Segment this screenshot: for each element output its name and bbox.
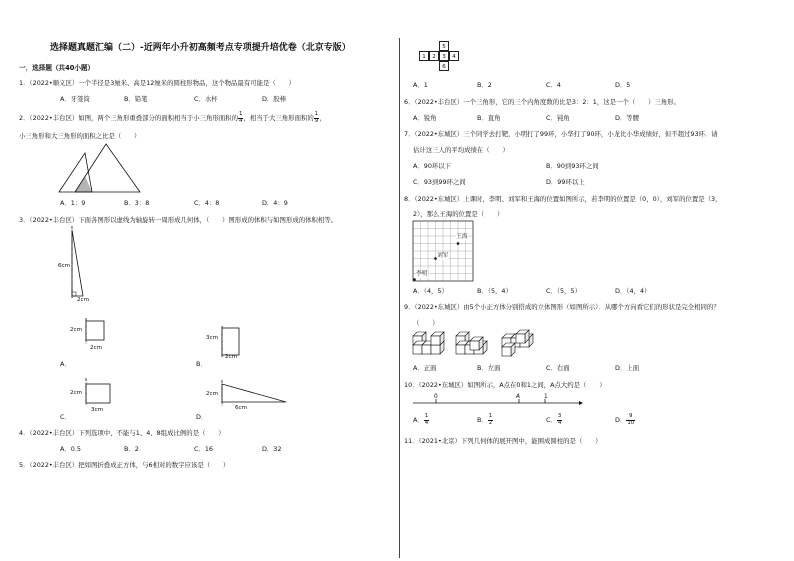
- q10-option-c[interactable]: [546, 414, 562, 426]
- q2-stem-pre: 2．（2022•丰台区）如图，两个三角形重叠部分的面积相当于小三角形面积的: [19, 114, 239, 123]
- q9-figure-1: [413, 332, 444, 354]
- q9-stem: 9．（2022•东城区）由5个小正方体分别搭成的立体图形（如图所示）．从哪个方向看它们的形状是完全相同的？: [404, 303, 720, 311]
- q6-option-a[interactable]: A．锐角: [413, 114, 437, 122]
- q3-c-width: 3cm: [91, 407, 104, 413]
- q1-option-d[interactable]: D．胶棒: [262, 95, 287, 103]
- q2-option-d[interactable]: D．4：9: [262, 199, 288, 207]
- q4-option-a[interactable]: A．0.5: [60, 445, 81, 453]
- q8-liming-point: [413, 278, 416, 281]
- q1-option-a[interactable]: A．牙签筒: [60, 95, 90, 103]
- q10-d-fraction: [626, 414, 635, 426]
- q10-b-fraction: [488, 414, 493, 426]
- q2-option-a[interactable]: A．1：9: [60, 199, 86, 207]
- q3-option-d-label[interactable]: D．: [196, 413, 208, 421]
- q10-d-den: 10: [627, 419, 635, 426]
- q3-b-width: 2cm: [225, 354, 238, 360]
- q9-option-c[interactable]: C．右面: [546, 364, 570, 372]
- q3-d-width: 6cm: [235, 405, 248, 411]
- q5-net-cell: 6: [439, 61, 449, 71]
- q8-option-d[interactable]: D．（4，4）: [615, 287, 651, 295]
- q10-label-one: 1: [544, 394, 548, 400]
- q10-a-num: 1: [424, 413, 429, 419]
- q2-stem: [19, 112, 326, 124]
- q3-main-width: 2cm: [77, 297, 90, 303]
- q2-option-b[interactable]: B．3：8: [124, 199, 150, 207]
- q6-option-d[interactable]: D．等腰: [615, 114, 640, 122]
- q2-triangles-figure: [58, 142, 142, 194]
- q6-option-c[interactable]: C．钝角: [546, 114, 570, 122]
- q2-stem-line2: 小三角形和大三角形的面积之比是（ ）: [19, 132, 141, 140]
- q8-stem: 8．（2022•东城区）上课时，李明、刘军和王海的位置如图所示，若李明的位置是（0，0），刘军的位置是（3，: [404, 195, 722, 203]
- q9-option-b[interactable]: B．左面: [477, 364, 501, 372]
- q2-stem-end: ，: [319, 114, 326, 123]
- q9-option-a[interactable]: A．正面: [413, 364, 437, 372]
- q9-stem-line2: （ ）: [413, 319, 439, 327]
- q2-option-c[interactable]: C．4：8: [194, 199, 220, 207]
- q8-option-c[interactable]: C．（5，5）: [546, 287, 581, 295]
- q5-net-cell: 1: [419, 51, 429, 61]
- q6-stem: 6．（2022•丰台区）一个三角形，它的三个内角度数的比是3：2：1，这是一个（ ）三角形。: [404, 98, 680, 106]
- section-heading: 一．选择题（共40小题）: [19, 64, 95, 72]
- q5-net-cell: 2: [429, 51, 439, 61]
- q7-option-a[interactable]: A．90环以下: [413, 162, 452, 170]
- q5-net-cell: 4: [449, 51, 459, 61]
- q10-stem: 10．（2022•东城区）如图所示，A点在0和1之间，A点大约是（ ）: [404, 381, 606, 389]
- q3-option-a-figure[interactable]: [82, 318, 106, 346]
- q11-stem: 11．（2021•北京）下列几何体的展开图中，能围成圆柱的是（ ）: [404, 437, 602, 445]
- q3-a-width: 2cm: [90, 345, 103, 351]
- q1-option-b[interactable]: B．铅笔: [124, 95, 148, 103]
- q8-option-a[interactable]: A．（4，5）: [413, 287, 448, 295]
- q9-cube-figures: [410, 330, 560, 358]
- q4-option-d[interactable]: D．32: [262, 445, 282, 453]
- q4-stem: 4．（2022•丰台区）下列选项中，不能与1、4、8组成比例的是（ ）: [19, 429, 225, 437]
- q10-b-label: B．: [477, 416, 488, 425]
- q4-option-c[interactable]: C．16: [194, 445, 213, 453]
- q1-option-c[interactable]: C．水杯: [194, 95, 218, 103]
- q5-net-cell: 3: [439, 51, 449, 61]
- q10-d-num: 9: [626, 414, 635, 421]
- q3-a-height: 2cm: [70, 327, 83, 333]
- q3-c-height: 2cm: [70, 390, 83, 396]
- q2-f2-den: 9: [314, 117, 319, 124]
- q9-option-d[interactable]: D．上面: [615, 364, 640, 372]
- q2-f1-num: 1: [239, 111, 243, 117]
- q10-b-den: 2: [488, 419, 493, 426]
- q2-f1-den: 4: [239, 117, 243, 124]
- q7-stem-line2: 估计这三人的平均成绩在（ ）: [413, 146, 509, 154]
- q7-option-d[interactable]: D．99环以上: [546, 178, 585, 186]
- q9-figure-2: [456, 332, 487, 354]
- q8-label-liming: 李明: [416, 271, 428, 277]
- q3-option-c-label[interactable]: C．: [60, 413, 71, 421]
- q4-option-b[interactable]: B．2: [124, 445, 139, 453]
- q3-option-b-label[interactable]: B．: [196, 360, 207, 368]
- q10-a-fraction: [424, 414, 429, 426]
- q10-option-a[interactable]: [413, 414, 429, 426]
- q10-b-num: 1: [488, 413, 493, 419]
- q10-d-label: D．: [615, 416, 627, 425]
- q5-option-b[interactable]: B．2: [477, 81, 492, 89]
- column-divider: [399, 38, 400, 558]
- q5-stem: 5．（2022•丰台区）把如图折叠成正方体，与6相对的数字应该是（ ）: [19, 461, 230, 469]
- q5-option-d[interactable]: D．5: [615, 81, 631, 89]
- q8-wanghai-point: [457, 242, 460, 245]
- q3-main-height: 6cm: [58, 263, 71, 269]
- q5-net-cell: 5: [439, 41, 449, 51]
- q10-label-zero: 0: [434, 394, 438, 400]
- q10-number-line: [413, 394, 583, 408]
- q2-stem-mid: ，相当于大三角形面积的: [243, 114, 314, 123]
- q6-option-b[interactable]: B．直角: [477, 114, 501, 122]
- q10-c-num: 3: [557, 413, 562, 419]
- q3-stem: 3．（2022•丰台区）下面各图形以虚线为轴旋转一周形成几何体，（ ）图形成的体积与如图形成的体积相等。: [19, 216, 338, 224]
- q3-d-height: 2cm: [206, 391, 219, 397]
- q7-option-c[interactable]: C．93到99环之间: [413, 178, 466, 186]
- q7-stem: 7．（2022•东城区）三个同学去打靶，小明打了99环，小华打了90环，小龙比小华成绩好，但不超过93环．请: [404, 130, 718, 138]
- q3-option-d-figure[interactable]: [218, 380, 288, 408]
- q10-c-den: 4: [557, 419, 562, 426]
- q10-c-fraction: [557, 414, 562, 426]
- q2-f2-num: 1: [314, 111, 319, 117]
- q8-label-liujun: 刘军: [437, 253, 449, 259]
- q5-option-c[interactable]: C．4: [546, 81, 561, 89]
- q8-stem-line2: 2），那么王海的位置是（ ）: [413, 210, 504, 218]
- q8-label-wanghai: 王海: [456, 234, 468, 240]
- q8-option-b[interactable]: B．（5，4）: [477, 287, 512, 295]
- q7-option-b[interactable]: B．90到93环之间: [546, 162, 599, 170]
- q3-option-a-label[interactable]: A．: [60, 360, 71, 368]
- q10-label-a: A: [516, 394, 520, 400]
- q10-option-d[interactable]: [615, 414, 635, 426]
- q10-a-label: A．: [413, 416, 424, 425]
- q1-stem: 1．（2022•顺义区）一个半径是3厘米、高是12厘米的圆柱形物品，这个物品最有可能是（ ）: [19, 79, 295, 87]
- doc-title: 选择题真题汇编（二）-近两年小升初高频考点专项提升培优卷（北京专版）: [50, 43, 351, 53]
- q3-b-height: 3cm: [206, 335, 219, 341]
- q5-option-a[interactable]: A．1: [413, 81, 428, 89]
- q9-figure-3: [502, 330, 533, 356]
- q10-c-label: C．: [546, 416, 557, 425]
- q10-option-b[interactable]: [477, 414, 493, 426]
- q3-option-c-figure[interactable]: [82, 378, 112, 408]
- q10-a-den: 4: [424, 419, 429, 426]
